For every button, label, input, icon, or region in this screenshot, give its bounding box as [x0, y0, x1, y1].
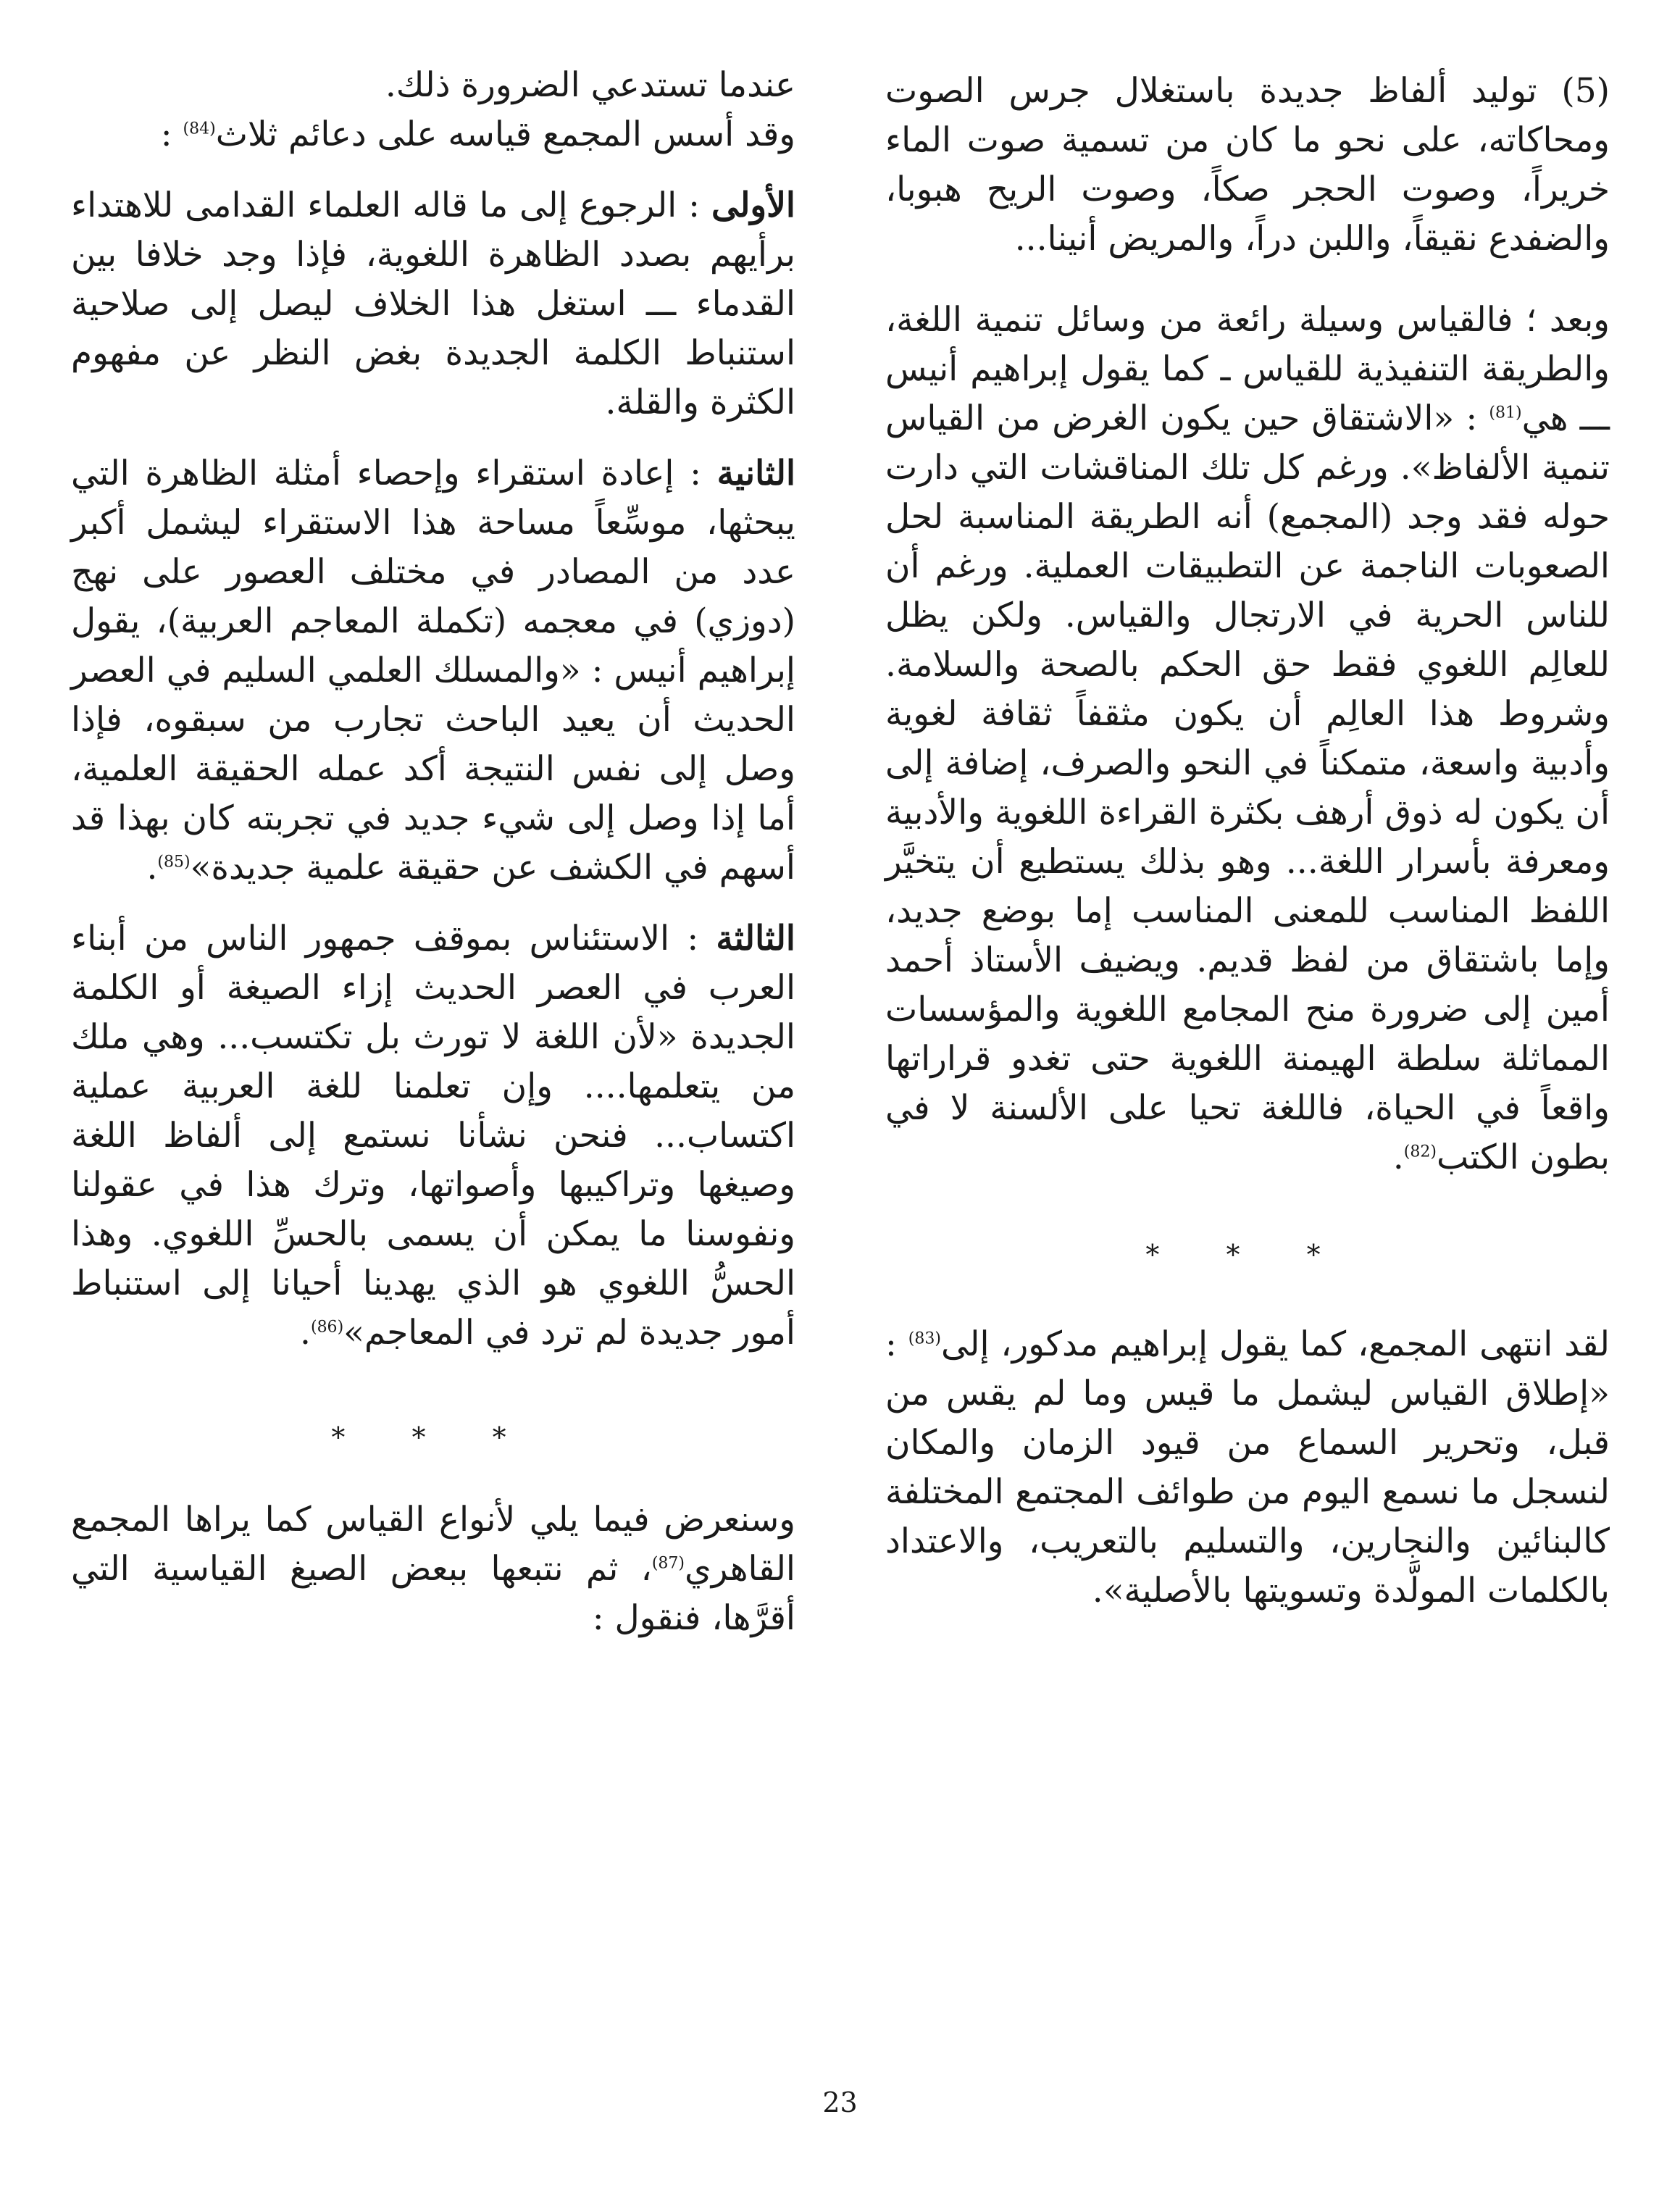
- paragraph-text: لقد انتهى المجمع، كما يقول إبراهيم مدكور، إلى: [940, 1324, 1610, 1364]
- paragraph-text: : «الاشتقاق حين يكون الغرض من القياس تنمية الألفاظ». ورغم كل تلك المناقشات التي دارت حوله فقد وجد (المجمع) أنه الطريقة المناسبة لحل الصعوبات الناجمة عن التطبيقات العملية. ورغم أن للناس الحرية في الارتجال والقياس. ولكن يظل للعالِم اللغوي فقط حق الحكم بالصحة والسلامة. وشروط هذا العالِم أن يكون مثقفاً ثقافة لغوية وأدبية واسعة، متمكناً في النحو والصرف، إضافة إلى أن يكون له ذوق أرهف بكثرة القراءة اللغوية والأدبية ومعرفة بأسرار اللغة... وهو بذلك يستطيع أن يتخيَّر اللفظ المناسب للمعنى المناسب إما بوضع جديد، وإما باشتقاق من لفظ قديم. ويضيف الأستاذ أحمد أمين إلى ضرورة منح المجامع اللغوية والمؤسسات المماثلة سلطة الهيمنة اللغوية حتى تغدو قراراتها واقعاً في الحياة، فاللغة تحيا على الألسنة لا في بطون الكتب: [885, 398, 1610, 1177]
- left-column: [71, 61, 795, 1643]
- paragraph-end: .: [1392, 1137, 1404, 1177]
- section-separator: * * *: [1145, 1239, 1350, 1271]
- paragraph-text: وبعد ؛ فالقياس وسيلة رائعة من وسائل تنمية اللغة، والطريقة التنفيذية للقياس ـ كما يقول إبراهيم أنيس ـــ هي: [885, 300, 1610, 438]
- paragraph-types: [71, 1495, 795, 1643]
- pillar-text: : إعادة استقراء وإحصاء أمثلة الظاهرة التي يبحثها، موسِّعاً مساحة هذا الاستقراء ليشمل أكبر عدد من المصادر في مختلف العصور على نهج (دوزي) في معجمه (تكملة المعاجم العربية)، يقول إبراهيم أنيس : «والمسلك العلمي السليم في العصر الحديث أن يعيد الباحث تجارب من سبقوه، فإذا وصل إلى نفس النتيجة أكد عمله الحقيقة العلمية، أما إذا وصل إلى شيء جديد في تجربته كان بهذا قد أسهم في الكشف عن حقيقة علمية جديدة»: [71, 454, 795, 887]
- paragraph-text: وقد أسس المجمع قياسه على دعائم ثلاث: [215, 114, 795, 154]
- paragraph-continuation: عندما تستدعي الضرورة ذلك.: [385, 65, 795, 105]
- pillar-label: الأولى: [711, 185, 795, 225]
- right-column: [885, 67, 1610, 1616]
- footnote-ref-84: (84): [183, 120, 216, 138]
- pillar-third: [71, 914, 795, 1358]
- section-separator: * * *: [331, 1421, 535, 1453]
- footnote-ref-83: (83): [908, 1329, 941, 1348]
- pillar-text: : الاستئناس بموقف جمهور الناس من أبناء العرب في العصر الحديث إزاء الصيغة أو الكلمة الجديدة «لأن اللغة لا تورث بل تكتسب... وهي ملك من يتعلمها.... وإن تعلمنا للغة العربية عملية اكتساب... فنحن نشأنا نستمع إلى ألفاظ اللغة وصيغها وتراكيبها وأصواتها، وترك هذا في عقولنا ونفوسنا ما يمكن أن يسمى بالحسِّ اللغوي. وهذا الحسُّ اللغوي هو الذي يهدينا أحيانا إلى استنباط أمور جديدة لم ترد في المعاجم»: [71, 919, 795, 1353]
- footnote-ref-86: (86): [310, 1318, 344, 1337]
- list-item-5: (5) توليد ألفاظ جديدة باستغلال جرس الصوت ومحاكاته، على نحو ما كان من تسمية صوت الماء خريراً، وصوت الحجر صكاً، وصوت الريح هبوبا، والضفدع نقيقاً، واللبن دراً، والمريض أنينا...: [885, 71, 1610, 259]
- paragraph-text: ، ثم نتبعها ببعض الصيغ القياسية التي أقرَّها، فنقول :: [71, 1549, 795, 1638]
- paragraph-text: وسنعرض فيما يلي لأنواع القياس كما يراها المجمع القاهري: [71, 1500, 795, 1589]
- paragraph-text: : «إطلاق القياس ليشمل ما قيس وما لم يقس من قبل، وتحرير السماع من قيود الزمان والمكان لنسجل ما نسمع اليوم من طوائف المجتمع المختلفة كالبنائين والنجارين، والتسليم بالتعريب، والاعتداد بالكلمات المولَّدة وتسويتها بالأصلية».: [885, 1324, 1610, 1611]
- footnote-ref-81: (81): [1489, 404, 1522, 422]
- pillar-label: الثالثة: [716, 919, 795, 958]
- pillar-text: : الرجوع إلى ما قاله العلماء القدامى للاهتداء برأيهم بصدد الظاهرة اللغوية، فإذا وجد خلافا بين القدماء ـــ استغل هذا الخلاف ليصل إلى صلاحية استنباط الكلمة الجديدة بغض النظر عن مفهوم الكثرة والقلة.: [71, 185, 795, 422]
- paragraph-end: :: [160, 114, 183, 154]
- page-number: 23: [822, 2087, 858, 2118]
- pillar-label: الثانية: [716, 454, 795, 493]
- pillar-first: [71, 181, 795, 427]
- footnote-ref-87: (87): [651, 1554, 685, 1573]
- footnote-ref-85: (85): [157, 853, 191, 872]
- paragraph-end: .: [300, 1313, 311, 1353]
- paragraph-end: .: [146, 848, 158, 887]
- footnote-ref-82: (82): [1403, 1143, 1437, 1161]
- paragraph-pillars: [71, 110, 795, 159]
- paragraph-academy: [885, 1320, 1610, 1616]
- pillar-second: [71, 449, 795, 893]
- paragraph-analogy: [885, 296, 1610, 1182]
